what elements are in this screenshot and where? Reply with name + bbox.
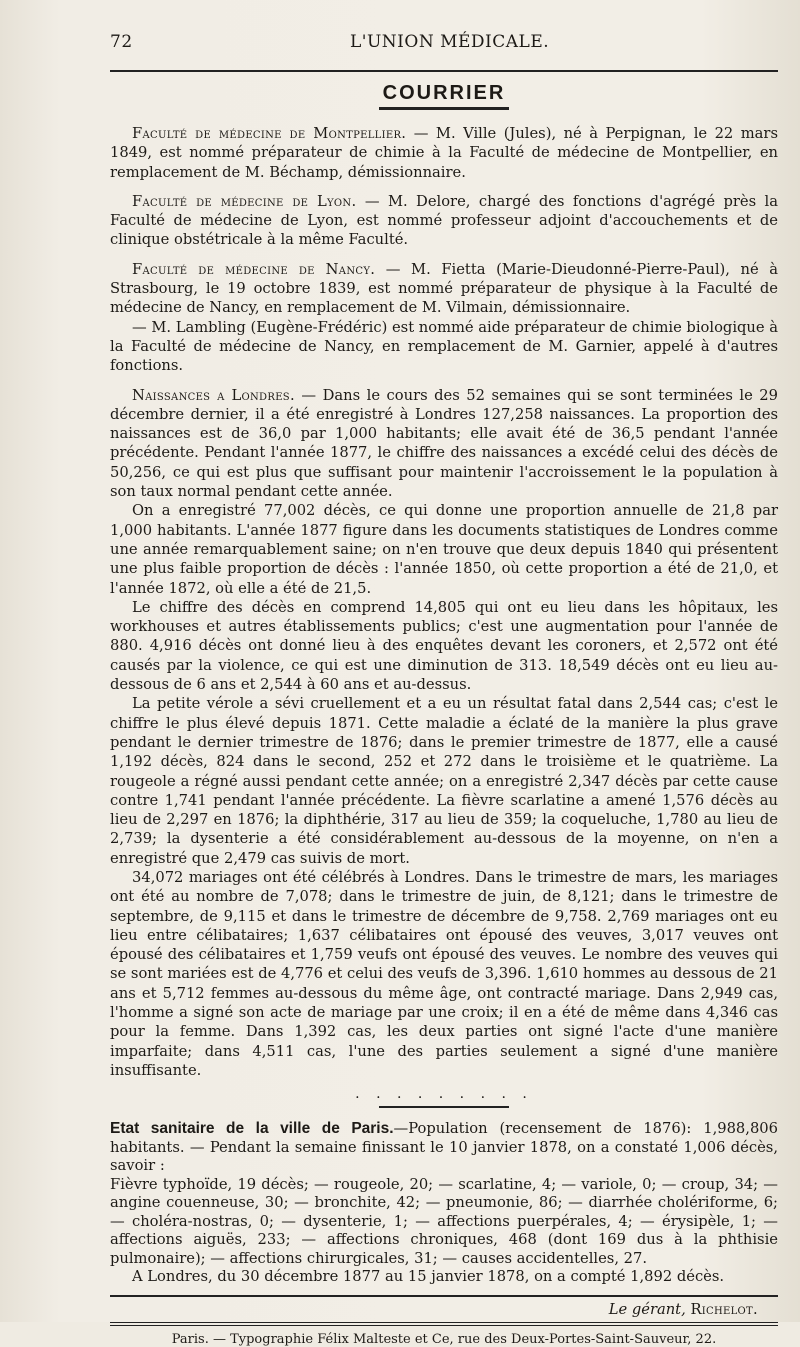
paragraph-label: Naissances a Londres. [132, 386, 295, 404]
paragraph-montpellier [110, 124, 778, 182]
sanitaire-heading: Etat sanitaire de la ville de Paris. [110, 1120, 394, 1138]
paragraph-label: Faculté de médecine de Nancy. [132, 260, 376, 278]
printer-imprint: Paris. — Typographie Félix Malteste et Ce, rue des Deux-Portes-Saint-Sauveur, 22. [171, 1331, 717, 1347]
paragraph-variole: La petite vérole a sévi cruellement et a eu un résultat fatal dans 2,544 cas; c'est le chiffre le plus élevé depuis 1871. Cette maladie a éclaté de la manière la plus grave pendant le dernier trimestre de 1876; dans le premier trimestre de 1877, elle a causé 1,192 décès, 824 dans le second, 252 et 272 dans le troisième et le quatrième. La rougeole a régné aussi pendant cette année; on a enregistré 2,347 décès par cette cause contre 1,741 pendant l'année précédente. La fièvre scarlatine a amené 1,576 décès au lieu de 2,297 en 1876; la diphthérie, 317 au lieu de 359; la coqueluche, 1,780 au lieu de 2,739; la dysenterie a été considérablement au-dessous de la moyenne, on n'en a enregistré que 2,479 cas suivis de mort. [110, 695, 778, 867]
sanitaire-list: Fièvre typhoïde, 19 décès; — rougeole, 20; — scarlatine, 4; — variole, 0; — croup, 34; — angine couenneuse, 30; — bronchite, 42; — pneumonie, 86; — diarrhée cholériforme, 6; — choléra-nostras, 0; — dysenterie, 1; — affections puerpérales, 4; — érysipèle, 1; — affections aiguës, 233; — affections chroniques, 468 (dont 169 dus à la phthisie pulmonaire); — affections chirurgicales, 31; — causes accidentelles, 27. [110, 1175, 778, 1267]
paragraph-lambling: — M. Lambling (Eugène-Frédéric) est nommé aide préparateur de chimie biologique à la Faculté de médecine de Nancy, en remplacement de M. Garnier, appelé à d'autres fonctions. [110, 318, 778, 375]
gerant-label: Le gérant, [608, 1300, 686, 1318]
journal-title: L'UNION MÉDICALE. [350, 32, 550, 52]
page-number: 72 [110, 32, 133, 52]
paragraph-deces: On a enregistré 77,002 décès, ce qui donne une proportion annuelle de 21,8 par 1,000 habitants. L'année 1877 figure dans les documents statistiques de Londres comme une année remarquablement saine; on n'en trouve que deux depuis 1840 qui présentent une plus faible proportion de décès : l'année 1850, où cette proportion a été de 21,0, et l'année 1872, où elle a été de 21,5. [110, 502, 778, 597]
sanitaire-intro-line [110, 1120, 778, 1176]
paragraph-naissances [110, 386, 778, 502]
gerant-line [110, 1301, 778, 1318]
paragraph-mariages: 34,072 mariages ont été célébrés à Londres. Dans le trimestre de mars, les mariages ont été au nombre de 7,078; dans le trimestre de juin, de 8,121; dans le trimestre de septembre, de 9,115 et dans le trimestre de décembre de 9,758. 2,769 mariages ont eu lieu entre célibataires; 1,637 célibataires ont épousé des veuves, 3,017 veuves ont épousé des célibataires et 1,759 veufs ont épousé des veuves. Le nombre des veuves qui se sont mariées est de 4,776 et celui des veufs de 3,396. 1,610 hommes au dessous de 21 ans et 5,712 femmes au-dessous du même âge, ont contracté mariage. Dans 2,949 cas, l'homme a signé son acte de mariage par une croix; il en a été de même dans 4,346 cas pour la femme. Dans 1,392 cas, les deux parties ont signé l'acte d'une manière imparfaite; dans 4,511 cas, l'une des parties seulement a signé d'une manière insuffisante. [110, 868, 778, 1079]
dotted-separator: . . . . . . . . . [355, 1086, 533, 1103]
sanitaire-london: A Londres, du 30 décembre 1877 au 15 janvier 1878, on a compté 1,892 décès. [132, 1268, 725, 1286]
paragraph-text: — Dans le cours des 52 semaines qui se sont terminées le 29 décembre dernier, il a été enregistré à Londres 127,258 naissances. La proportion des naissances est de 36,0 par 1,000 habitants; elle avait été de 36,5 pendant l'année précédente. Pendant l'année 1877, le chiffre des naissances a excédé celui des décès de 50,256, ce qui est plus que suffisant pour maintenir l'accroissement le la population à son taux normal pendant cette année. [110, 386, 778, 501]
paragraph-label: Faculté de médecine de Montpellier. [132, 125, 407, 142]
section-title: COURRIER [382, 82, 506, 104]
paragraph-hopitaux: Le chiffre des décès en comprend 14,805 qui ont eu lieu dans les hôpitaux, les workhouses et autres établissements publics; c'est une augmentation pour l'année de 880. 4,916 décès ont donné lieu à des enquêtes devant les coroners, et 2,572 ont été causés par la violence, ce qui est une diminution de 313. 18,549 décès ont eu lieu au-dessous de 6 ans et 2,544 à 60 ans et au-dessus. [110, 598, 778, 694]
paragraph-nancy [110, 260, 778, 318]
running-head [110, 30, 778, 58]
paragraph-text: — M. Delore, chargé des fonctions d'agrégé près la Faculté de médecine de Lyon, est nommé professeur adjoint d'accouchements et de clinique obstétricale à la même Faculté. [110, 192, 778, 249]
section-rule [379, 1106, 509, 1108]
imprint-rule-bottom [110, 1325, 778, 1326]
paragraph-text: — M. Fietta (Marie-Dieudonné-Pierre-Paul), né à Strasbourg, le 19 octobre 1839, est nommé préparateur de physique à la Faculté de médecine de Nancy, en remplacement de M. Vilmain, démissionnaire. [110, 260, 778, 317]
footer-rule [110, 1295, 778, 1297]
gerant-name: Richelot. [690, 1300, 758, 1318]
etat-sanitaire [110, 1120, 778, 1287]
paragraph-text: — M. Ville (Jules), né à Perpignan, le 22 mars 1849, est nommé préparateur de chimie à la Faculté de médecine de Montpellier, en remplacement de M. Béchamp, démissionnaire. [110, 125, 778, 181]
paragraph-label: Faculté de médecine de Lyon. [132, 192, 357, 210]
header-rule [110, 70, 778, 72]
sanitaire-intro: —Population (recensement de 1876): 1,988,806 habitants. — Pendant la semaine finissant le 10 janvier 1878, on a constaté 1,006 décès, savoir : [110, 1120, 778, 1175]
article-body [110, 124, 778, 1080]
title-rule [379, 107, 509, 110]
paragraph-lyon [110, 192, 778, 250]
